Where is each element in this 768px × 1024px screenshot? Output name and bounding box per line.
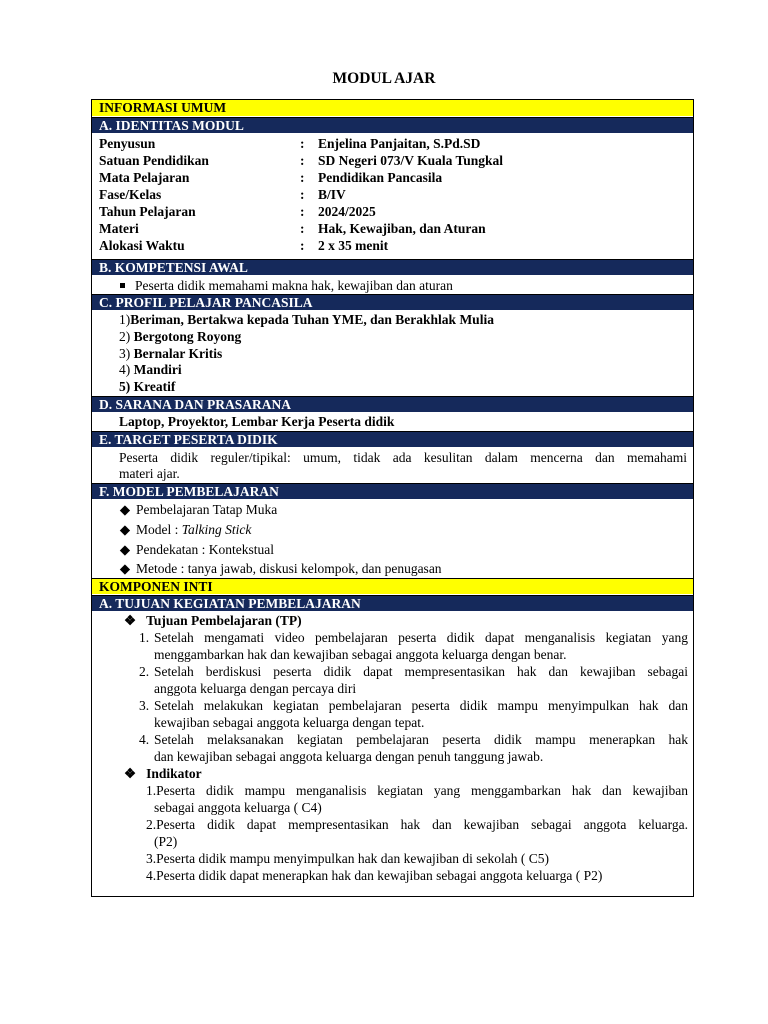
sarana-text: Laptop, Proyektor, Lembar Kerja Peserta didik <box>119 414 395 429</box>
profil-item <box>119 312 494 328</box>
model-item <box>119 502 277 518</box>
target-line: materi ajar. <box>119 466 180 481</box>
square-bullet-icon <box>120 283 125 288</box>
tp-line: Setelah mengamati video pembelajaran peserta didik dapat menganalisis kegiatan yang <box>154 630 688 645</box>
section-profil-pelajar: C. PROFIL PELAJAR PANCASILA <box>92 294 693 310</box>
checkmark-bullet-icon: ❖ <box>124 613 137 628</box>
profil-number: 3) <box>119 346 134 361</box>
target-line: Peserta didik reguler/tipikal: umum, tidak ada kesulitan dalam mencerna dan memahami <box>119 450 687 465</box>
section-sarana-prasarana: D. SARANA DAN PRASARANA <box>92 396 693 412</box>
profil-text: Kreatif <box>133 379 176 394</box>
identitas-colon: : <box>300 238 305 253</box>
model-item <box>119 561 442 577</box>
indikator-heading-text: Indikator <box>146 766 202 781</box>
identitas-label: Materi <box>99 221 139 236</box>
kompetensi-item <box>120 278 453 294</box>
diamond-bullet-icon: ◆ <box>119 542 131 557</box>
model-item <box>119 522 251 538</box>
profil-number: 4) <box>119 362 134 377</box>
identitas-label: Mata Pelajaran <box>99 170 190 185</box>
tp-line: Setelah berdiskusi peserta didik dapat mempresentasikan hak dan kewajiban sebagai <box>154 664 688 679</box>
tp-line: menggambarkan hak dan kewajiban sebagai anggota keluarga dengan benar. <box>154 647 567 662</box>
identitas-colon: : <box>300 136 305 151</box>
indikator-line: 1.Peserta didik mampu menganalisis kegiatan yang menggambarkan hak dan kewajiban <box>146 783 688 798</box>
profil-number: 2) <box>119 329 134 344</box>
identitas-colon: : <box>300 221 305 236</box>
model-item <box>119 542 274 558</box>
diamond-bullet-icon: ◆ <box>119 522 131 537</box>
identitas-colon: : <box>300 153 305 168</box>
profil-text: Bergotong Royong <box>133 329 242 344</box>
identitas-colon: : <box>300 170 305 185</box>
profil-number: 5) <box>119 379 134 394</box>
model-text: Model : <box>136 522 182 537</box>
identitas-value: Pendidikan Pancasila <box>318 170 443 185</box>
profil-item <box>119 379 175 395</box>
identitas-label: Penyusun <box>99 136 156 151</box>
module-table <box>91 99 694 897</box>
section-informasi-umum: INFORMASI UMUM <box>92 100 693 116</box>
tp-number: 2. <box>139 664 150 679</box>
profil-number: 1) <box>119 312 131 327</box>
tp-line: Setelah melaksanakan kegiatan pembelajaran peserta didik mampu menerapkan hak <box>154 732 688 747</box>
identitas-value: Enjelina Panjaitan, S.Pd.SD <box>318 136 481 151</box>
identitas-label: Fase/Kelas <box>99 187 162 202</box>
tp-heading-text: Tujuan Pembelajaran (TP) <box>146 613 302 628</box>
profil-item <box>119 329 241 345</box>
indikator-line: (P2) <box>154 834 178 849</box>
profil-text: Mandiri <box>133 362 182 377</box>
model-text: Pendekatan : Kontekstual <box>136 542 274 557</box>
profil-text: Beriman, Bertakwa kepada Tuhan YME, dan Berakhlak Mulia <box>130 312 494 327</box>
identitas-value: 2024/2025 <box>318 204 376 219</box>
section-target-peserta: E. TARGET PESERTA DIDIK <box>92 431 693 447</box>
indikator-line: 4.Peserta didik dapat menerapkan hak dan kewajiban sebagai anggota keluarga ( P2) <box>146 868 603 883</box>
identitas-value: SD Negeri 073/V Kuala Tungkal <box>318 153 504 168</box>
section-identitas-modul: A. IDENTITAS MODUL <box>92 117 693 133</box>
indikator-line: sebagai anggota keluarga ( C4) <box>154 800 322 815</box>
identitas-value: Hak, Kewajiban, dan Aturan <box>318 221 486 236</box>
tp-number: 3. <box>139 698 150 713</box>
identitas-label: Alokasi Waktu <box>99 238 185 253</box>
indikator-line: 3.Peserta didik mampu menyimpulkan hak dan kewajiban di sekolah ( C5) <box>146 851 550 866</box>
identitas-colon: : <box>300 187 305 202</box>
tp-line: kewajiban sebagai anggota keluarga dengan tepat. <box>154 715 425 730</box>
identitas-colon: : <box>300 204 305 219</box>
diamond-bullet-icon: ◆ <box>119 561 131 576</box>
identitas-label: Satuan Pendidikan <box>99 153 209 168</box>
document-title: MODUL AJAR <box>332 70 436 87</box>
section-kompetensi-awal: B. KOMPETENSI AWAL <box>92 259 693 275</box>
indikator-heading <box>124 766 202 782</box>
profil-text: Bernalar Kritis <box>133 346 223 361</box>
tp-line: Setelah melakukan kegiatan pembelajaran peserta didik mampu menyimpulkan hak dan <box>154 698 688 713</box>
profil-item <box>119 346 222 362</box>
kompetensi-text: Peserta didik memahami makna hak, kewajiban dan aturan <box>135 278 453 293</box>
checkmark-bullet-icon: ❖ <box>124 766 137 781</box>
tp-number: 1. <box>139 630 150 645</box>
identitas-value: B/IV <box>318 187 346 202</box>
identitas-label: Tahun Pelajaran <box>99 204 196 219</box>
tp-number: 4. <box>139 732 150 747</box>
indikator-line: 2.Peserta didik dapat mempresentasikan hak dan kewajiban sebagai anggota keluarga. <box>146 817 688 832</box>
section-model-pembelajaran: F. MODEL PEMBELAJARAN <box>92 483 693 499</box>
model-italic-text: Talking Stick <box>181 522 252 537</box>
tp-heading <box>124 613 302 629</box>
model-text: Metode : tanya jawab, diskusi kelompok, dan penugasan <box>136 561 442 576</box>
tp-line: dan kewajiban sebagai anggota keluarga dengan penuh tanggung jawab. <box>154 749 544 764</box>
section-tujuan-kegiatan: A. TUJUAN KEGIATAN PEMBELAJARAN <box>92 595 693 611</box>
tp-line: anggota keluarga dengan percaya diri <box>154 681 357 696</box>
section-komponen-inti: KOMPONEN INTI <box>92 578 693 594</box>
diamond-bullet-icon: ◆ <box>119 502 131 517</box>
profil-item <box>119 362 182 378</box>
model-text: Pembelajaran Tatap Muka <box>136 502 278 517</box>
identitas-value: 2 x 35 menit <box>318 238 389 253</box>
